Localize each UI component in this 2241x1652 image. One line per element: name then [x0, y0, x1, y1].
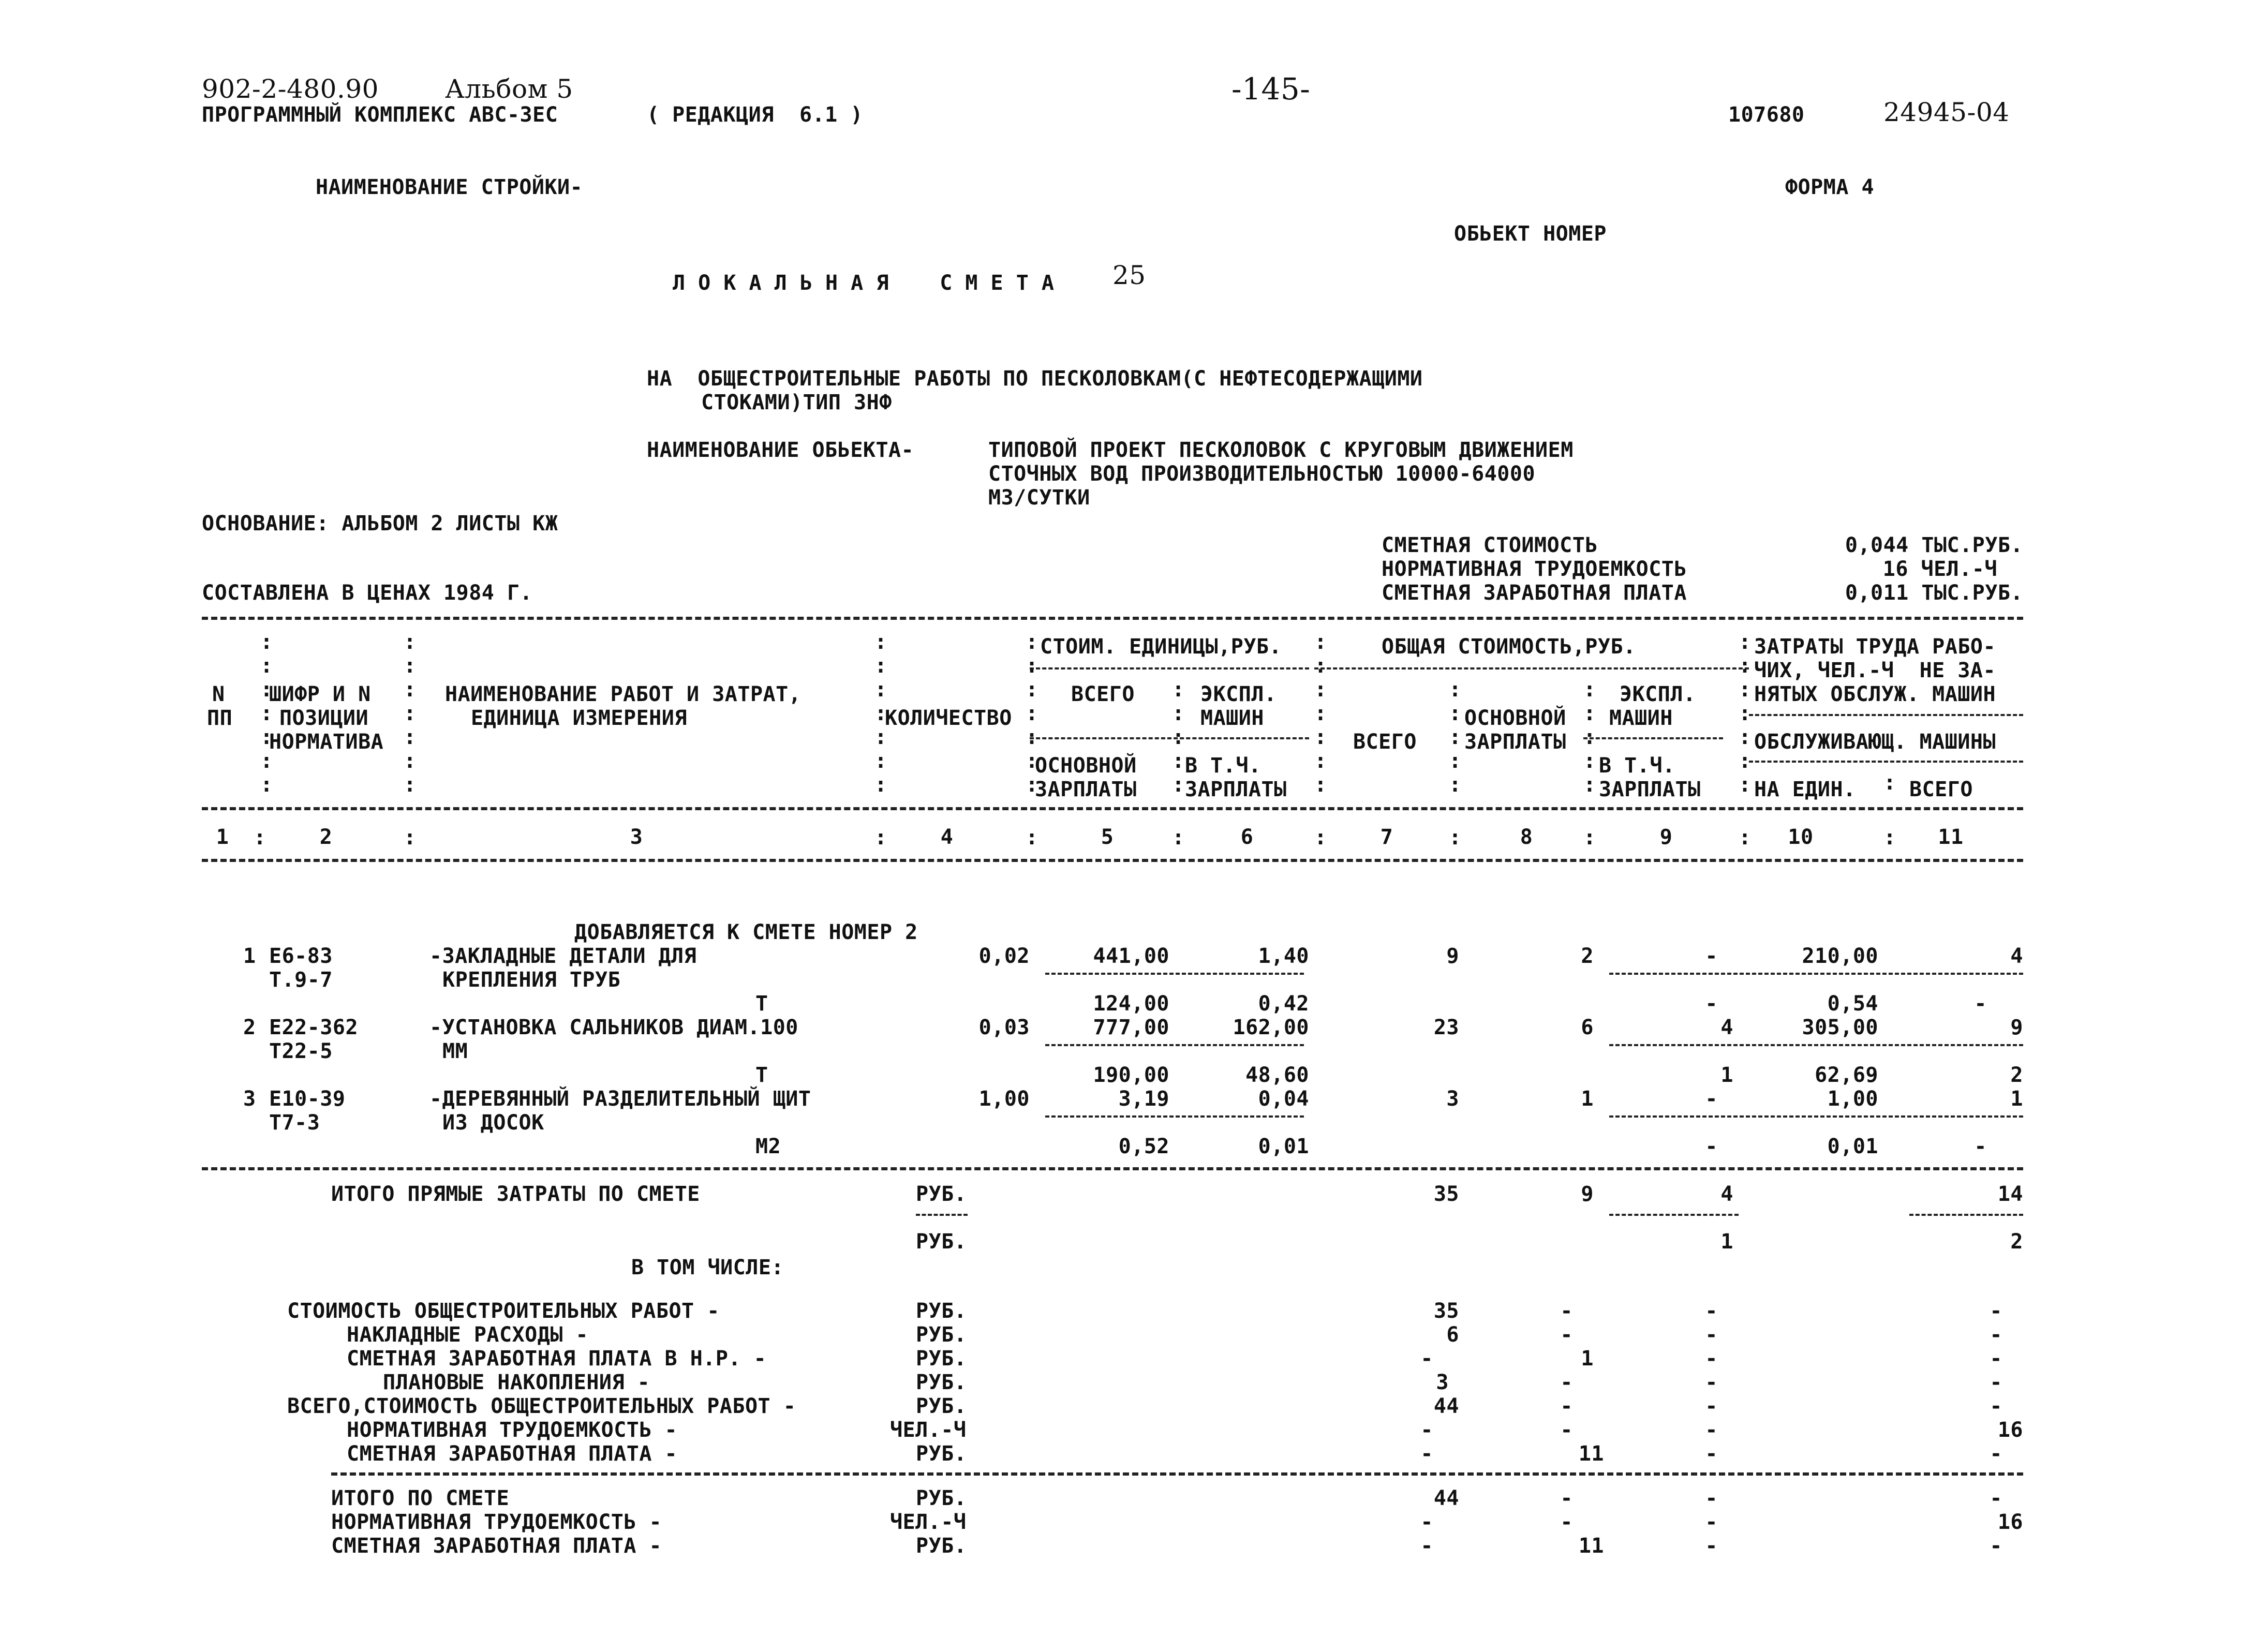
breakdown-unit: РУБ.: [916, 1323, 967, 1347]
estimate-number: 25: [1112, 260, 1146, 290]
col-header-c6-wages: ЗАРПЛАТЫ: [1185, 778, 1287, 801]
row-2-c11: 9: [2010, 1016, 2023, 1039]
breakdown-c8: -: [1560, 1299, 1573, 1323]
breakdown-label: СМЕТНАЯ ЗАРАБОТНАЯ ПЛАТА -: [347, 1442, 678, 1466]
direct-costs-c9: 4: [1720, 1182, 1733, 1206]
breakdown-c7: -: [1420, 1347, 1433, 1371]
machines-rule: [1583, 737, 1723, 739]
row-3-sub-rule: [1045, 1115, 1304, 1118]
row-3-c7: 3: [1446, 1087, 1459, 1111]
row-3-unit: М2: [755, 1135, 781, 1158]
row-1-c11-machines: -: [1974, 992, 1987, 1016]
total-c7: -: [1420, 1510, 1433, 1534]
col-header-c9-machines: МАШИН: [1609, 706, 1673, 730]
col-header-labor-1: ЗАТРАТЫ ТРУДА РАБО-: [1754, 635, 1996, 659]
total-label: ИТОГО ПО СМЕТЕ: [331, 1486, 510, 1510]
col-header-c9-expl: ЭКСПЛ.: [1620, 682, 1696, 706]
row-3-c9: -: [1705, 1087, 1718, 1111]
header-bottom-rule: [202, 807, 2023, 810]
col-sep: :: [874, 826, 887, 850]
breakdown-c9: -: [1705, 1299, 1718, 1323]
row-2-c7: 23: [1433, 1016, 1459, 1039]
summary-value-cost: 0,044 ТЫС.РУБ.: [1845, 533, 2023, 557]
row-3-c6: 0,04: [1258, 1087, 1309, 1111]
row-1-c10-machines: 0,54: [1827, 992, 1878, 1016]
works-line-2: СТОКАМИ)ТИП 3НФ: [701, 391, 892, 414]
row-3-name-2: ИЗ ДОСОК: [442, 1111, 544, 1135]
col-sep: : : : : : : :: [260, 630, 273, 797]
total-unit: ЧЕЛ.-Ч: [890, 1510, 967, 1534]
row-1-labor-rule: [1609, 973, 2023, 975]
col-header-c6-incl: В Т.Ч.: [1185, 754, 1262, 778]
col-header-c9-incl: В Т.Ч.: [1599, 754, 1675, 778]
total-c11: -: [1990, 1534, 2002, 1558]
col-header-c6-machines: МАШИН: [1200, 706, 1264, 730]
col-header-c10: НА ЕДИН.: [1754, 778, 1856, 801]
added-to-estimate: ДОБАВЛЯЕТСЯ К СМЕТЕ НОМЕР 2: [574, 920, 918, 944]
col-header-c9-wages: ЗАРПЛАТЫ: [1599, 778, 1701, 801]
row-2-c10: 305,00: [1802, 1016, 1878, 1039]
col-sep: :: [1314, 826, 1327, 850]
total-c7: 44: [1433, 1486, 1459, 1510]
row-1-name-2: КРЕПЛЕНИЯ ТРУБ: [442, 968, 621, 992]
row-1-c6-wages: 0,42: [1258, 992, 1309, 1016]
row-1-c7: 9: [1446, 944, 1459, 968]
construction-label: НАИМЕНОВАНИЕ СТРОЙКИ-: [316, 175, 583, 199]
row-2-code: Е22-362: [269, 1016, 359, 1039]
unit-cost-mid-rule: [1030, 737, 1309, 739]
breakdown-unit: РУБ.: [916, 1299, 967, 1323]
row-1-code-2: Т.9-7: [269, 968, 333, 992]
row-2-c9-wages: 1: [1720, 1063, 1733, 1087]
col-header-c5-wages: ЗАРПЛАТЫ: [1035, 778, 1137, 801]
total-cost-rule: [1314, 667, 1749, 669]
col-header-total-cost: ОБЩАЯ СТОИМОСТЬ,РУБ.: [1382, 635, 1636, 659]
col-sep: :: [1739, 826, 1752, 850]
total-unit: РУБ.: [916, 1534, 967, 1558]
total-c9: -: [1705, 1486, 1718, 1510]
page-title: Л О К А Л Ь Н А Я С М Е Т А: [673, 271, 1055, 295]
col-number: 1: [216, 825, 229, 849]
row-1-qty: 0,02: [978, 944, 1030, 968]
album-label: Альбом 5: [445, 74, 573, 104]
software-name: ПРОГРАММНЫЙ КОМПЛЕКС АВС-3ЕС: [202, 103, 558, 127]
breakdown-label: СТОИМОСТЬ ОБЩЕСТРОИТЕЛЬНЫХ РАБОТ -: [287, 1299, 720, 1323]
total-label: НОРМАТИВНАЯ ТРУДОЕМКОСТЬ -: [331, 1510, 662, 1534]
row-3-c11-machines: -: [1974, 1135, 1987, 1158]
total-c9: -: [1705, 1510, 1718, 1534]
direct-costs-c9-wages: 1: [1720, 1230, 1733, 1254]
including-label: В ТОМ ЧИСЛЕ:: [631, 1256, 784, 1279]
total-c9: -: [1705, 1534, 1718, 1558]
document-number: 24945-04: [1883, 97, 2010, 127]
row-3-qty: 1,00: [978, 1087, 1030, 1111]
row-2-name: -УСТАНОВКА САЛЬНИКОВ ДИАМ.100: [429, 1016, 798, 1039]
breakdown-c9: -: [1705, 1323, 1718, 1347]
total-c11: 16: [1997, 1510, 2023, 1534]
col-sep: :: [254, 826, 266, 850]
row-1-c5: 441,00: [1093, 944, 1169, 968]
breakdown-c7: 3: [1436, 1371, 1449, 1394]
direct-unit-rule: [916, 1214, 968, 1216]
col-number: 5: [1101, 825, 1114, 849]
breakdown-c7: 6: [1446, 1323, 1459, 1347]
col-sep: :: [1026, 826, 1038, 850]
col-header-labor-3: НЯТЫХ ОБСЛУЖ. МАШИН: [1754, 682, 1996, 706]
form-label: ФОРМА 4: [1785, 175, 1875, 199]
breakdown-c9: -: [1705, 1418, 1718, 1442]
row-1-c5-wages: 124,00: [1093, 992, 1169, 1016]
breakdown-label: НАКЛАДНЫЕ РАСХОДЫ -: [347, 1323, 589, 1347]
col-header-code-3: НОРМАТИВА: [269, 730, 384, 754]
breakdown-c11: -: [1990, 1442, 2002, 1466]
row-2-qty: 0,03: [978, 1016, 1030, 1039]
total-c8: 11: [1578, 1534, 1604, 1558]
col-header-c8-wages: ЗАРПЛАТЫ: [1464, 730, 1566, 754]
row-3-name: -ДЕРЕВЯННЫЙ РАЗДЕЛИТЕЛЬНЫЙ ЩИТ: [429, 1087, 811, 1111]
breakdown-c9: -: [1705, 1347, 1718, 1371]
row-3-code-2: Т7-3: [269, 1111, 320, 1135]
row-1-c8: 2: [1581, 944, 1594, 968]
row-3-c10: 1,00: [1827, 1087, 1878, 1111]
col-sep: : : : : :: [1449, 678, 1462, 797]
row-3-c5: 3,19: [1118, 1087, 1169, 1111]
col-sep: : : : : :: [1583, 678, 1596, 797]
breakdown-c7: 44: [1433, 1394, 1459, 1418]
object-line-1: ТИПОВОЙ ПРОЕКТ ПЕСКОЛОВОК С КРУГОВЫМ ДВИЖЕНИЕМ: [988, 438, 1574, 462]
object-line-2: СТОЧНЫХ ВОД ПРОИЗВОДИТЕЛЬНОСТЬЮ 10000-64000: [988, 462, 1536, 486]
row-2-c6-wages: 48,60: [1245, 1063, 1309, 1087]
direct-c9-rule: [1609, 1214, 1739, 1216]
direct-costs-label: ИТОГО ПРЯМЫЕ ЗАТРАТЫ ПО СМЕТЕ: [331, 1182, 700, 1206]
breakdown-c11: -: [1990, 1371, 2002, 1394]
total-label: СМЕТНАЯ ЗАРАБОТНАЯ ПЛАТА -: [331, 1534, 662, 1558]
breakdown-c8: 11: [1578, 1442, 1604, 1466]
row-2-c8: 6: [1581, 1016, 1594, 1039]
direct-costs-c11-machines: 2: [2010, 1230, 2023, 1254]
row-1-unit: Т: [755, 992, 768, 1016]
row-2-code-2: Т22-5: [269, 1039, 333, 1063]
doc-code: 902-2-480.90: [202, 74, 379, 104]
row-1-code: Е6-83: [269, 944, 333, 968]
col-header-code-1: ШИФР И N: [269, 682, 371, 706]
breakdown-unit: ЧЕЛ.-Ч: [890, 1418, 967, 1442]
row-3-c10-machines: 0,01: [1827, 1135, 1878, 1158]
col-sep: :: [1583, 826, 1596, 850]
table-top-rule: [202, 617, 2023, 620]
row-2-labor-rule: [1609, 1044, 2023, 1046]
breakdown-c9: -: [1705, 1442, 1718, 1466]
labor-rule-1: [1749, 714, 2023, 716]
col-sep: : : : : : : :: [874, 630, 887, 797]
row-1-number: 1: [243, 944, 256, 968]
row-3-c11: 1: [2010, 1087, 2023, 1111]
object-line-3: М3/СУТКИ: [988, 486, 1090, 510]
col-sep: : : : : : : :: [1314, 630, 1327, 797]
breakdown-c11: -: [1990, 1299, 2002, 1323]
col-header-code-2: ПОЗИЦИИ: [279, 706, 369, 730]
col-sep: : : : : : : :: [1026, 630, 1038, 797]
col-number: 4: [940, 825, 954, 849]
total-c8: -: [1560, 1510, 1573, 1534]
summary-label-wage: СМЕТНАЯ ЗАРАБОТНАЯ ПЛАТА: [1382, 581, 1687, 605]
breakdown-unit: РУБ.: [916, 1347, 967, 1371]
breakdown-c8: -: [1560, 1394, 1573, 1418]
col-header-unit-cost: СТОИМ. ЕДИНИЦЫ,РУБ.: [1040, 635, 1282, 659]
registration-number: 107680: [1728, 103, 1805, 127]
breakdown-c11: -: [1990, 1394, 2002, 1418]
col-number: 7: [1380, 825, 1393, 849]
col-header-qty: КОЛИЧЕСТВО: [885, 706, 1012, 730]
works-line-1: НА ОБЩЕСТРОИТЕЛЬНЫЕ РАБОТЫ ПО ПЕСКОЛОВКАМ(С НЕФТЕСОДЕРЖАЩИМИ: [647, 367, 1423, 391]
edition: ( РЕДАКЦИЯ 6.1 ): [647, 103, 863, 127]
row-3-code: Е10-39: [269, 1087, 346, 1111]
breakdown-label: НОРМАТИВНАЯ ТРУДОЕМКОСТЬ -: [347, 1418, 678, 1442]
row-2-c9: 4: [1720, 1016, 1733, 1039]
row-1-c11: 4: [2010, 944, 2023, 968]
direct-costs-c7: 35: [1433, 1182, 1459, 1206]
breakdown-unit: РУБ.: [916, 1371, 967, 1394]
row-2-unit: Т: [755, 1063, 768, 1087]
summary-value-labor: 16 ЧЕЛ.-Ч: [1882, 557, 1997, 581]
row-2-c6: 162,00: [1233, 1016, 1309, 1039]
summary-label-labor: НОРМАТИВНАЯ ТРУДОЕМКОСТЬ: [1382, 557, 1687, 581]
col-header-c7: ВСЕГО: [1353, 730, 1417, 754]
row-3-number: 3: [243, 1087, 256, 1111]
total-unit: РУБ.: [916, 1486, 967, 1510]
totals-rule: [331, 1472, 2023, 1476]
col-sep: :: [1449, 826, 1462, 850]
direct-c11-rule: [1909, 1214, 2023, 1216]
breakdown-c7: 35: [1433, 1299, 1459, 1323]
col-header-name-1: НАИМЕНОВАНИЕ РАБОТ И ЗАТРАТ,: [445, 682, 802, 706]
col-header-labor-2: ЧИХ, ЧЕЛ.-Ч НЕ ЗА-: [1754, 659, 1996, 682]
unit-cost-rule: [1030, 667, 1309, 669]
col-number: 6: [1240, 825, 1254, 849]
row-2-c10-machines: 62,69: [1815, 1063, 1878, 1087]
col-header-pp: ПП: [207, 706, 233, 730]
col-header-n: N: [212, 682, 225, 706]
row-1-c9-wages: -: [1705, 992, 1718, 1016]
col-header-c5-basic: ОСНОВНОЙ: [1035, 754, 1137, 778]
row-2-c5-wages: 190,00: [1093, 1063, 1169, 1087]
col-sep: : : : : :: [1172, 678, 1185, 797]
direct-costs-c8: 9: [1581, 1182, 1594, 1206]
breakdown-c8: 1: [1581, 1347, 1594, 1371]
col-sep: :: [404, 826, 417, 850]
direct-costs-c11: 14: [1997, 1182, 2023, 1206]
breakdown-label: СМЕТНАЯ ЗАРАБОТНАЯ ПЛАТА В Н.Р. -: [347, 1347, 767, 1371]
row-1-sub-rule: [1045, 973, 1304, 975]
row-2-c5: 777,00: [1093, 1016, 1169, 1039]
col-number: 8: [1520, 825, 1533, 849]
object-label: НАИМЕНОВАНИЕ ОБЬЕКТА-: [647, 438, 914, 462]
row-3-c9-wages: -: [1705, 1135, 1718, 1158]
col-header-c11: ВСЕГО: [1909, 778, 1973, 801]
object-number-label: ОБЬЕКТ НОМЕР: [1454, 222, 1607, 246]
breakdown-label: ВСЕГО,СТОИМОСТЬ ОБЩЕСТРОИТЕЛЬНЫХ РАБОТ -: [287, 1394, 796, 1418]
summary-value-wage: 0,011 ТЫС.РУБ.: [1845, 581, 2023, 605]
col-number: 11: [1938, 825, 1964, 849]
row-2-c11-machines: 2: [2010, 1063, 2023, 1087]
breakdown-c8: -: [1560, 1323, 1573, 1347]
col-header-name-2: ЕДИНИЦА ИЗМЕРЕНИЯ: [471, 706, 687, 730]
col-header-c5-total: ВСЕГО: [1071, 682, 1135, 706]
direct-costs-unit-2: РУБ.: [916, 1230, 967, 1254]
breakdown-unit: РУБ.: [916, 1442, 967, 1466]
prices-line: СОСТАВЛЕНА В ЦЕНАХ 1984 Г.: [202, 581, 533, 605]
row-3-c8: 1: [1581, 1087, 1594, 1111]
rows-bottom-rule: [202, 1167, 2023, 1170]
row-3-c5-wages: 0,52: [1118, 1135, 1169, 1158]
breakdown-label: ПЛАНОВЫЕ НАКОПЛЕНИЯ -: [383, 1371, 650, 1394]
row-2-sub-rule: [1045, 1044, 1304, 1046]
breakdown-unit: РУБ.: [916, 1394, 967, 1418]
basis-line: ОСНОВАНИЕ: АЛЬБОМ 2 ЛИСТЫ КЖ: [202, 512, 558, 535]
col-header-c6-expl: ЭКСПЛ.: [1200, 682, 1277, 706]
row-1-c10: 210,00: [1802, 944, 1878, 968]
col-number: 10: [1788, 825, 1814, 849]
col-sep: :: [1883, 826, 1896, 850]
col-number: 3: [630, 825, 643, 849]
breakdown-c9: -: [1705, 1371, 1718, 1394]
col-number: 2: [319, 825, 333, 849]
breakdown-c11: -: [1990, 1323, 2002, 1347]
breakdown-c7: -: [1420, 1418, 1433, 1442]
breakdown-c11: -: [1990, 1347, 2002, 1371]
row-2-number: 2: [243, 1016, 256, 1039]
summary-label-cost: СМЕТНАЯ СТОИМОСТЬ: [1382, 533, 1598, 557]
col-sep: : : : : : : :: [404, 630, 417, 797]
col-sep: : : : : : : :: [1739, 630, 1752, 797]
col-header-c8-basic: ОСНОВНОЙ: [1464, 706, 1566, 730]
col-sep: :: [1172, 826, 1185, 850]
col-number: 9: [1659, 825, 1673, 849]
col-sep: :: [1883, 771, 1896, 795]
page-number: -145-: [1231, 71, 1311, 107]
breakdown-c8: -: [1560, 1371, 1573, 1394]
total-c11: -: [1990, 1486, 2002, 1510]
breakdown-c8: -: [1560, 1418, 1573, 1442]
col-header-labor-4: ОБСЛУЖИВАЮЩ. МАШИНЫ: [1754, 730, 1996, 754]
row-3-c6-wages: 0,01: [1258, 1135, 1309, 1158]
row-3-labor-rule: [1609, 1115, 2023, 1118]
row-1-name: -ЗАКЛАДНЫЕ ДЕТАЛИ ДЛЯ: [429, 944, 697, 968]
labor-rule-2: [1749, 761, 2023, 763]
breakdown-c7: -: [1420, 1442, 1433, 1466]
numbers-bottom-rule: [202, 859, 2023, 862]
row-1-c9: -: [1705, 944, 1718, 968]
total-c7: -: [1420, 1534, 1433, 1558]
breakdown-c9: -: [1705, 1394, 1718, 1418]
breakdown-c11: 16: [1997, 1418, 2023, 1442]
direct-costs-unit: РУБ.: [916, 1182, 967, 1206]
row-1-c6: 1,40: [1258, 944, 1309, 968]
total-c8: -: [1560, 1486, 1573, 1510]
row-2-name-2: ММ: [442, 1039, 468, 1063]
